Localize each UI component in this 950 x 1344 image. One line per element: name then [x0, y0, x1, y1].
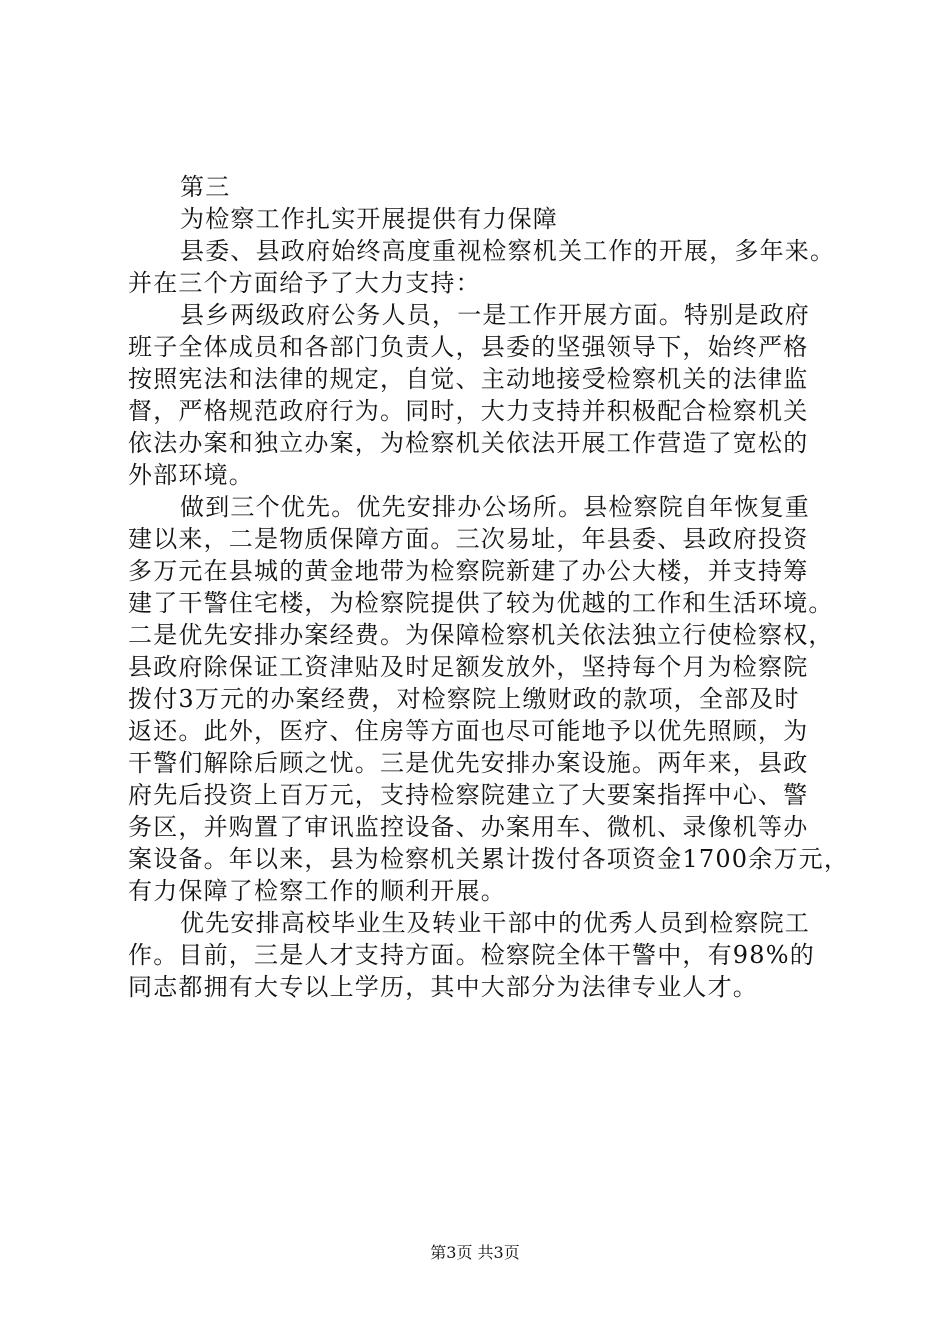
- paragraph-line: 多万元在县城的黄金地带为检察院新建了办公大楼，并支持筹: [128, 557, 809, 585]
- paragraph-line: 县乡两级政府公务人员，一是工作开展方面。特别是政府: [180, 301, 810, 329]
- paragraph-line: 县政府除保证工资津贴及时足额发放外，坚持每个月为检察院: [128, 653, 809, 681]
- page-number-footer: 第3页 共3页: [430, 1243, 520, 1262]
- paragraph-line: 作。目前，三是人才支持方面。检察院全体干警中，有98%的: [128, 941, 815, 969]
- document-body: [128, 171, 852, 1003]
- paragraph-line: 拨付3万元的办案经费，对检察院上缴财政的款项，全部及时: [128, 685, 800, 713]
- paragraph-line: 督，严格规范政府行为。同时，大力支持并积极配合检察机关: [128, 397, 809, 425]
- paragraph-line: 二是优先安排办案经费。为保障检察机关依法独立行使检察权，: [128, 621, 834, 649]
- paragraph-line: 县委、县政府始终高度重视检察机关工作的开展，多年来。: [180, 237, 836, 265]
- paragraph-line: 优先安排高校毕业生及转业干部中的优秀人员到检察院工: [180, 909, 810, 937]
- paragraph-line: 干警们解除后顾之忧。三是优先安排办案设施。两年来，县政: [128, 749, 809, 777]
- paragraph-line: 外部环境。: [128, 461, 254, 489]
- paragraph-line: 返还。此外，医疗、住房等方面也尽可能地予以优先照顾，为: [128, 717, 809, 745]
- paragraph-line: 依法办案和独立办案，为检察机关依法开展工作营造了宽松的: [128, 429, 809, 457]
- paragraph-line: 班子全体成员和各部门负责人，县委的坚强领导下，始终严格: [128, 333, 809, 361]
- paragraph-line: 务区，并购置了审讯监控设备、办案用车、微机、录像机等办: [128, 813, 809, 841]
- paragraph-line: 按照宪法和法律的规定，自觉、主动地接受检察机关的法律监: [128, 365, 809, 393]
- section-number: 第三: [180, 173, 231, 201]
- section-title: 为检察工作扎实开展提供有力保障: [180, 205, 558, 233]
- paragraph-line: 并在三个方面给予了大力支持：: [128, 269, 481, 297]
- paragraph-line: 建了干警住宅楼，为检察院提供了较为优越的工作和生活环境。: [128, 589, 834, 617]
- paragraph-line: 有力保障了检察工作的顺利开展。: [128, 877, 506, 905]
- paragraph-line: 案设备。年以来，县为检察机关累计拨付各项资金1700余万元，: [128, 845, 850, 873]
- paragraph-line: 建以来，二是物质保障方面。三次易址，年县委、县政府投资: [128, 525, 809, 553]
- paragraph-line: 府先后投资上百万元，支持检察院建立了大要案指挥中心、警: [128, 781, 809, 809]
- paragraph-line: 做到三个优先。优先安排办公场所。县检察院自年恢复重: [180, 493, 810, 521]
- paragraph-line: 同志都拥有大专以上学历，其中大部分为法律专业人才。: [128, 973, 758, 1001]
